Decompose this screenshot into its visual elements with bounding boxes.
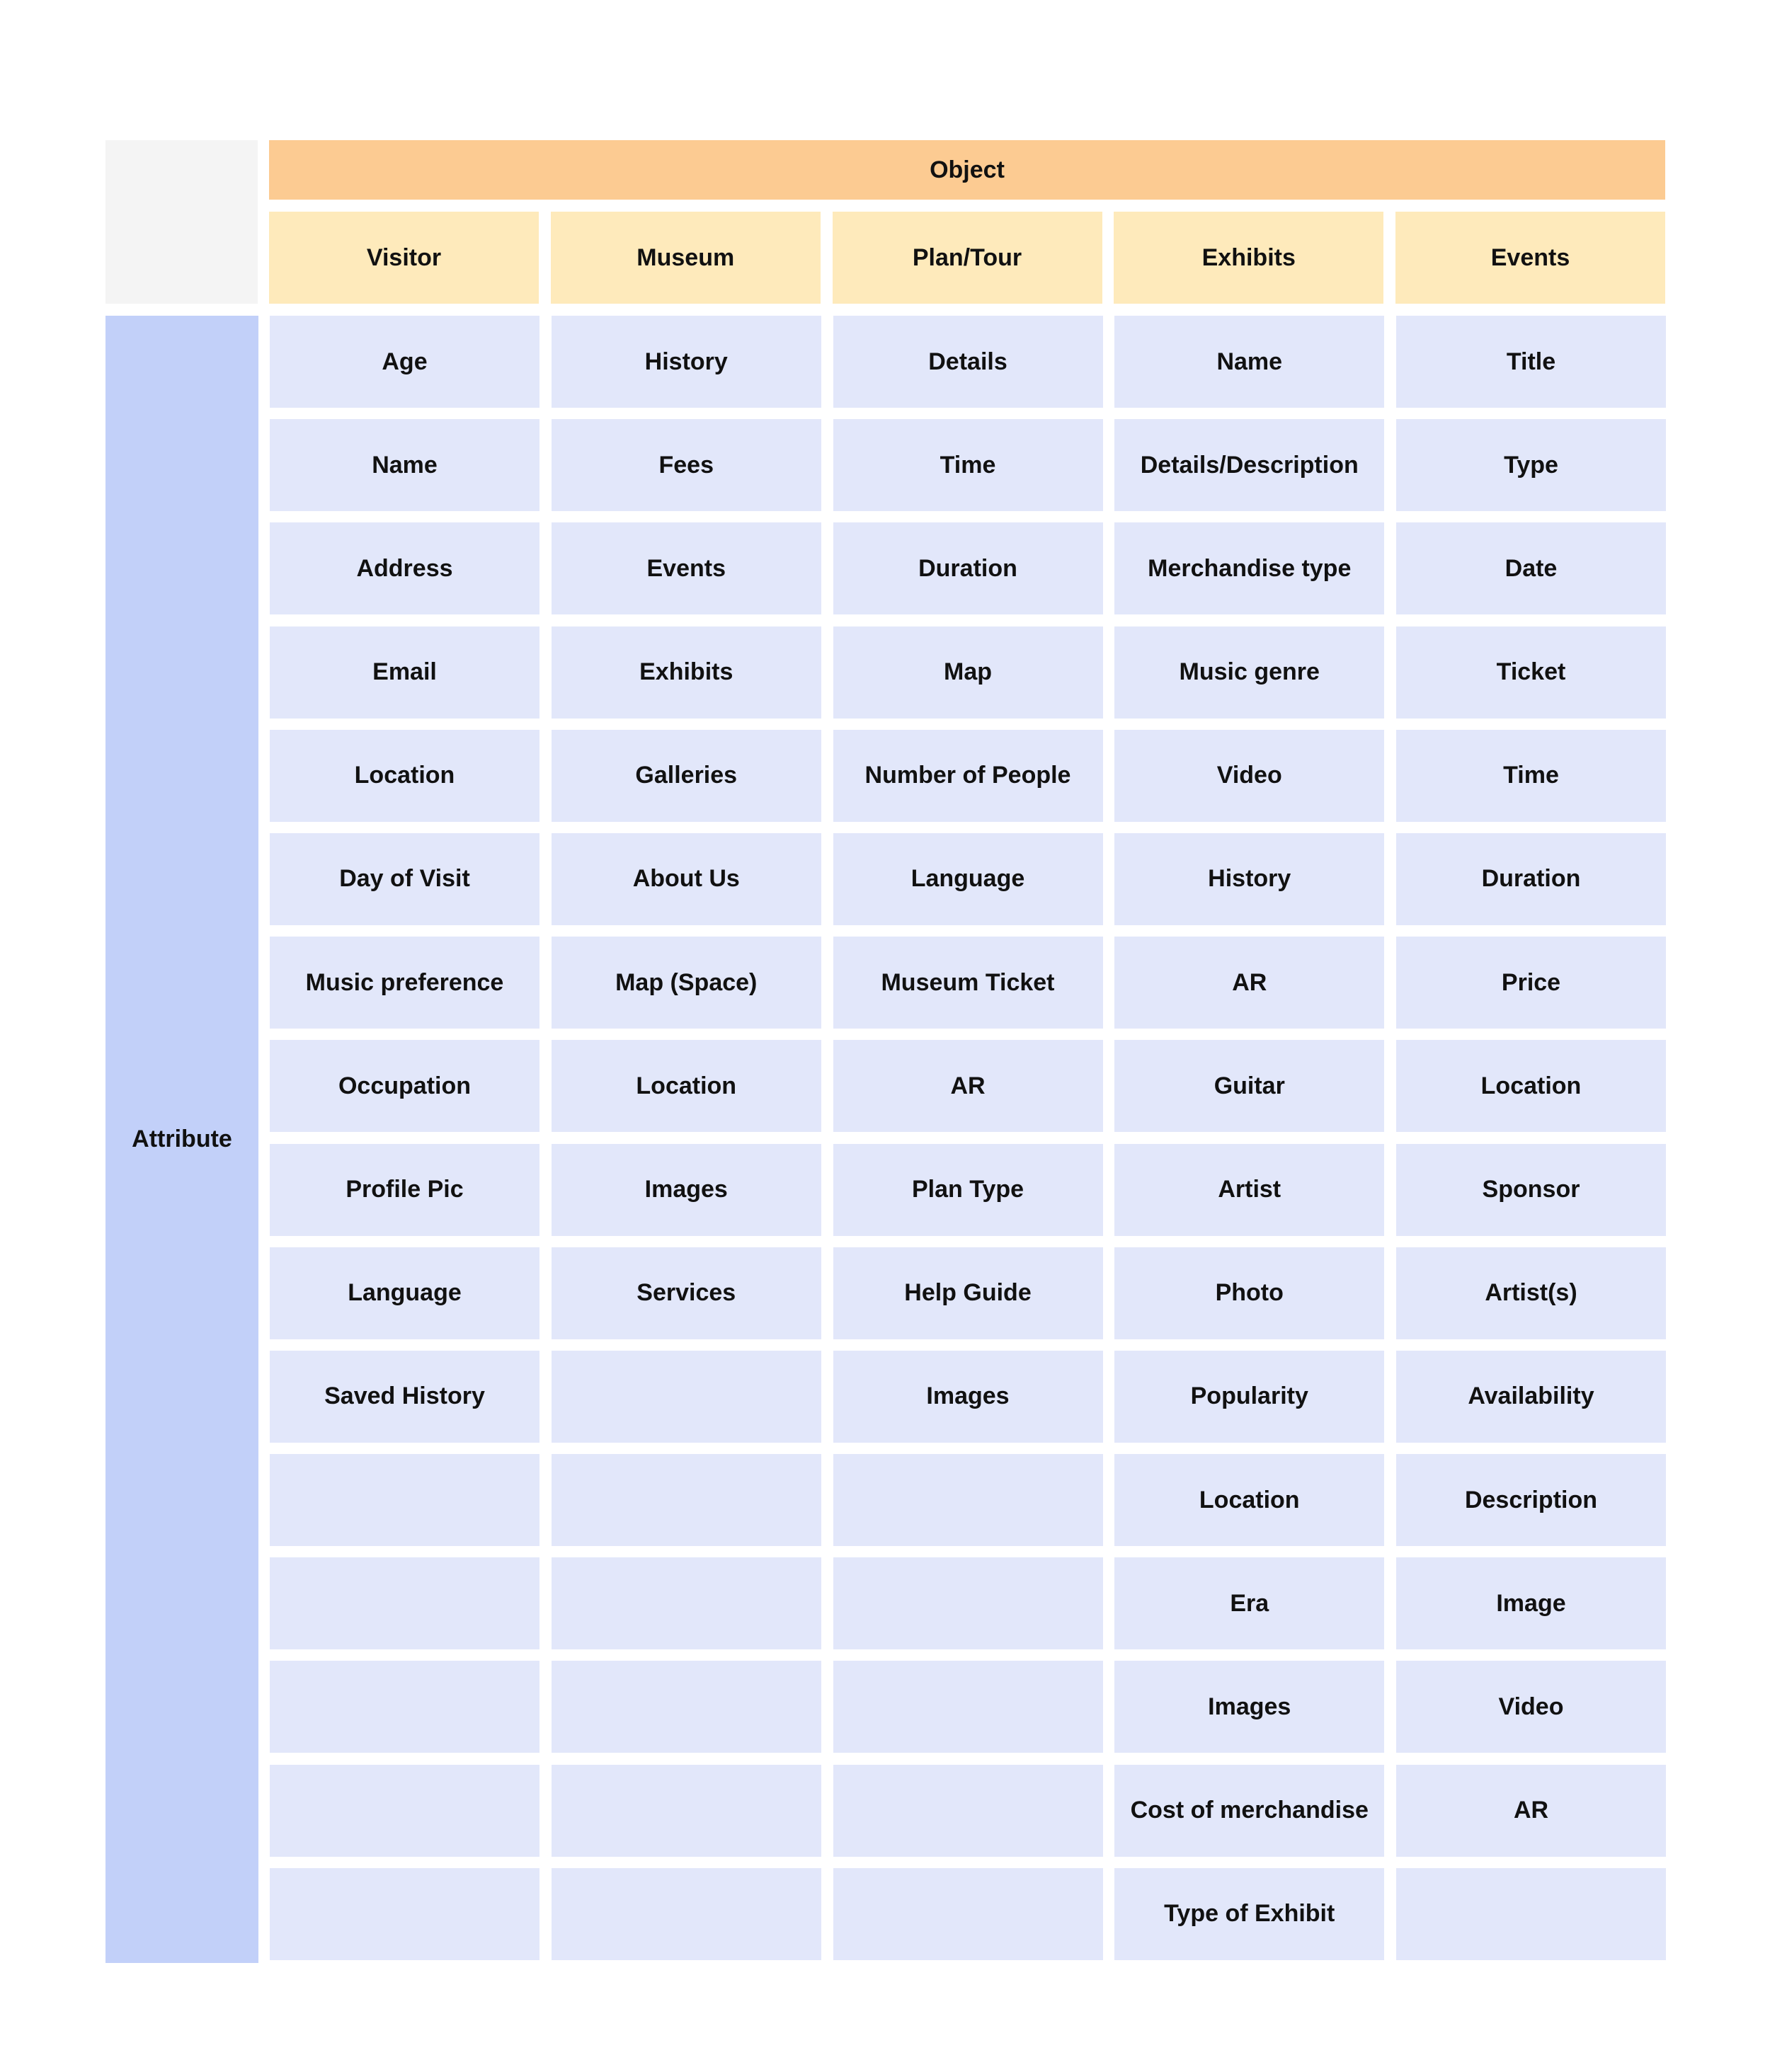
cell-museum-8: Location [552,1040,821,1132]
cell-events-2: Type [1396,419,1666,511]
cell-plan-tour-10: Help Guide [833,1247,1103,1339]
cell-events-16 [1396,1868,1666,1960]
cell-visitor-10: Language [270,1247,539,1339]
corner-blank [105,140,258,304]
attribute-label: Attribute [132,1126,232,1152]
cell-museum-4: Exhibits [552,626,821,719]
cell-exhibits-8: Guitar [1114,1040,1384,1132]
column-header-plan-tour: Plan/Tour [833,212,1102,304]
attribute-band [105,316,258,1963]
object-header-label: Object [930,156,1005,183]
cell-visitor-6: Day of Visit [270,833,539,925]
attribute-grid [270,316,1666,1963]
cell-exhibits-4: Music genre [1114,626,1384,719]
cell-plan-tour-16 [833,1868,1103,1960]
cell-visitor-13 [270,1557,539,1649]
cell-events-15: AR [1396,1765,1666,1857]
cell-exhibits-2: Details/Description [1114,419,1384,511]
cell-events-4: Ticket [1396,626,1666,719]
cell-events-8: Location [1396,1040,1666,1132]
column-header-exhibits: Exhibits [1114,212,1383,304]
cell-exhibits-12: Location [1114,1454,1384,1546]
cell-museum-2: Fees [552,419,821,511]
cell-exhibits-6: History [1114,833,1384,925]
cell-events-12: Description [1396,1454,1666,1546]
cell-exhibits-13: Era [1114,1557,1384,1649]
column-header-events: Events [1395,212,1665,304]
cell-plan-tour-9: Plan Type [833,1144,1103,1236]
cell-visitor-16 [270,1868,539,1960]
cell-museum-6: About Us [552,833,821,925]
cell-exhibits-11: Popularity [1114,1351,1384,1443]
cell-plan-tour-6: Language [833,833,1103,925]
cell-exhibits-1: Name [1114,316,1384,408]
cell-museum-14 [552,1661,821,1753]
cell-visitor-1: Age [270,316,539,408]
cell-visitor-2: Name [270,419,539,511]
cell-events-7: Price [1396,937,1666,1029]
cell-plan-tour-7: Museum Ticket [833,937,1103,1029]
cell-events-3: Date [1396,522,1666,614]
cell-museum-1: History [552,316,821,408]
column-header-visitor: Visitor [269,212,539,304]
cell-plan-tour-11: Images [833,1351,1103,1443]
cell-visitor-11: Saved History [270,1351,539,1443]
cell-events-13: Image [1396,1557,1666,1649]
cell-exhibits-9: Artist [1114,1144,1384,1236]
cell-visitor-4: Email [270,626,539,719]
column-headers [269,212,1665,304]
cell-plan-tour-3: Duration [833,522,1103,614]
cell-museum-10: Services [552,1247,821,1339]
cell-plan-tour-13 [833,1557,1103,1649]
column-header-museum: Museum [551,212,821,304]
cell-exhibits-7: AR [1114,937,1384,1029]
cell-events-14: Video [1396,1661,1666,1753]
cell-events-6: Duration [1396,833,1666,925]
cell-visitor-9: Profile Pic [270,1144,539,1236]
cell-exhibits-3: Merchandise type [1114,522,1384,614]
cell-plan-tour-14 [833,1661,1103,1753]
cell-plan-tour-2: Time [833,419,1103,511]
cell-museum-9: Images [552,1144,821,1236]
cell-events-10: Artist(s) [1396,1247,1666,1339]
cell-visitor-14 [270,1661,539,1753]
cell-museum-13 [552,1557,821,1649]
cell-visitor-8: Occupation [270,1040,539,1132]
cell-visitor-3: Address [270,522,539,614]
cell-visitor-12 [270,1454,539,1546]
cell-plan-tour-8: AR [833,1040,1103,1132]
cell-museum-3: Events [552,522,821,614]
cell-exhibits-10: Photo [1114,1247,1384,1339]
cell-plan-tour-5: Number of People [833,730,1103,822]
cell-events-5: Time [1396,730,1666,822]
cell-museum-15 [552,1765,821,1857]
cell-exhibits-16: Type of Exhibit [1114,1868,1384,1960]
cell-plan-tour-15 [833,1765,1103,1857]
cell-events-1: Title [1396,316,1666,408]
cell-plan-tour-4: Map [833,626,1103,719]
cell-museum-16 [552,1868,821,1960]
cell-museum-5: Galleries [552,730,821,822]
cell-visitor-15 [270,1765,539,1857]
cell-exhibits-5: Video [1114,730,1384,822]
cell-plan-tour-12 [833,1454,1103,1546]
cell-visitor-5: Location [270,730,539,822]
cell-events-11: Availability [1396,1351,1666,1443]
object-header [269,140,1665,200]
cell-exhibits-15: Cost of merchandise [1114,1765,1384,1857]
cell-events-9: Sponsor [1396,1144,1666,1236]
cell-visitor-7: Music preference [270,937,539,1029]
cell-plan-tour-1: Details [833,316,1103,408]
cell-museum-7: Map (Space) [552,937,821,1029]
cell-exhibits-14: Images [1114,1661,1384,1753]
cell-museum-12 [552,1454,821,1546]
cell-museum-11 [552,1351,821,1443]
